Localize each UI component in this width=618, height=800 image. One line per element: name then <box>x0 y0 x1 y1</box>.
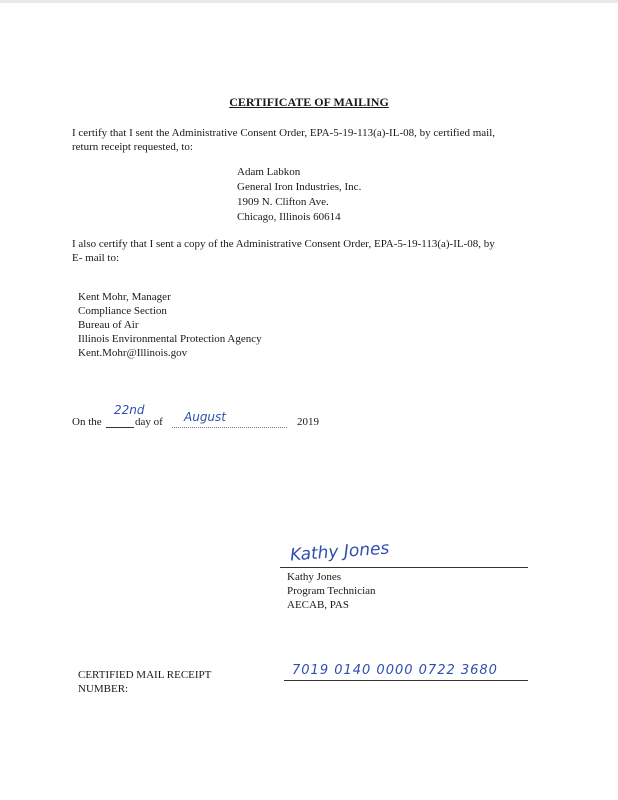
page-title: CERTIFICATE OF MAILING <box>229 95 389 109</box>
date-year: 2019 <box>297 416 319 428</box>
receipt-number-handwritten: 7019 0140 0000 0722 3680 <box>292 663 498 678</box>
scan-edge <box>0 0 618 3</box>
certify-line-1: I certify that I sent the Administrative Consent Order, EPA-5-19-113(a)-IL-08, by certified mail, <box>72 127 496 139</box>
receipt-label-2: NUMBER: <box>78 683 129 695</box>
certify-line-2: return receipt requested, to: <box>72 141 193 153</box>
signature-line <box>280 567 528 568</box>
date-mid: day of <box>135 416 163 428</box>
recipient-name: Adam Labkon <box>237 166 301 178</box>
recipient-city: Chicago, Illinois 60614 <box>237 211 341 223</box>
cc-name-title: Kent Mohr, Manager <box>78 291 171 303</box>
cc-agency: Illinois Environmental Protection Agency <box>78 333 262 345</box>
cc-section: Compliance Section <box>78 305 167 317</box>
cc-bureau: Bureau of Air <box>78 319 139 331</box>
date-day-handwritten: 22nd <box>114 403 145 417</box>
copy-line-2: E- mail to: <box>72 252 120 264</box>
signer-office: AECAB, PAS <box>287 599 349 611</box>
copy-line-1: I also certify that I sent a copy of the Administrative Consent Order, EPA-5-19-113(a)-IL-08, by <box>72 238 495 250</box>
recipient-company: General Iron Industries, Inc. <box>237 181 362 193</box>
date-month-handwritten: August <box>184 410 226 424</box>
recipient-street: 1909 N. Clifton Ave. <box>237 196 329 208</box>
signer-name: Kathy Jones <box>287 571 342 583</box>
receipt-label-1: CERTIFIED MAIL RECEIPT <box>78 669 212 681</box>
cc-email: Kent.Mohr@Illinois.gov <box>78 347 188 359</box>
signature-handwritten: Kathy Jones <box>289 538 390 566</box>
signer-title: Program Technician <box>287 585 376 597</box>
receipt-number-line <box>284 680 528 681</box>
date-prefix: On the <box>72 416 102 428</box>
date-month-line <box>172 427 287 428</box>
date-day-line <box>106 427 134 428</box>
